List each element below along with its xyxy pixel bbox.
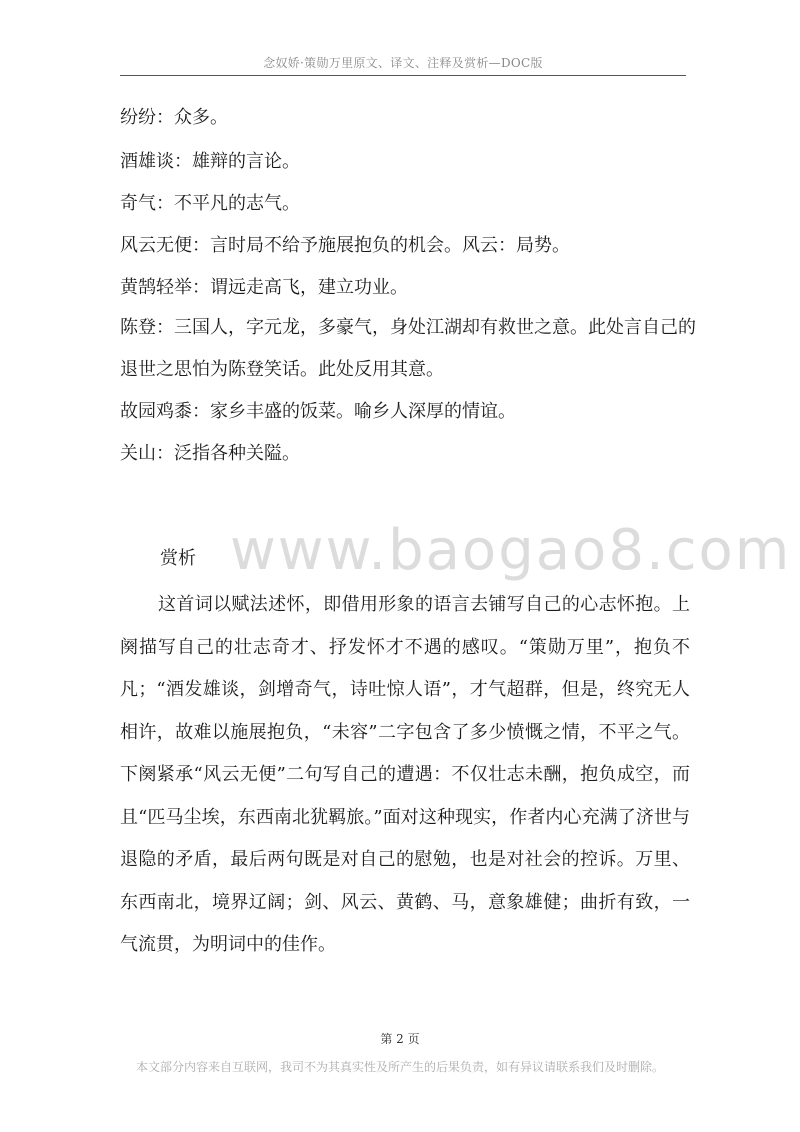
gloss-qi-qi: 奇气：不平凡的志气。 bbox=[120, 193, 300, 214]
page-number: 第 2 页 bbox=[380, 1032, 420, 1046]
appreciation-paragraph: 这首词以赋法述怀，即借用形象的语言去铺写自己的心志怀抱。上阕描写自己的壮志奇才、抒发怀才不遇的感叹。“策勋万里”，抱负不凡；“酒发雄谈，剑增奇气，诗吐惊人语”，才气超群，但是，终究无人相许，故难以施展抱负，“未容”二字包含了多少愤慨之情，不平之气。下阕紧承“风云无便”二句写自己的遭遇：不仅壮志未酬，抱负成空，而且“匹马尘埃，东西南北犹羁旅。”面对这种现实，作者内心充满了济世与退隐的矛盾，最后两句既是对自己的慰勉，也是对社会的控诉。万里、东西南北，境界辽阔；剑、风云、黄鹤、马，意象雄健；曲折有致，一气流贯，为明词中的佳作。 bbox=[120, 594, 690, 955]
section-title: 赏析 bbox=[160, 548, 196, 569]
gloss-fenfen: 纷纷：众多。 bbox=[120, 107, 228, 128]
gloss-guan-shan: 关山：泛指各种关隘。 bbox=[120, 443, 300, 464]
gloss-gu-yuan-ji-shu: 故园鸡黍：家乡丰盛的饭菜。喻乡人深厚的情谊。 bbox=[120, 401, 516, 422]
footer-disclaimer: 本文部分内容来自互联网，我司不为其真实性及所产生的后果负责，如有异议请联系我们及时删除。 bbox=[135, 1060, 664, 1074]
gloss-huang-hu-qing-ju: 黄鹄轻举：谓远走高飞，建立功业。 bbox=[120, 277, 408, 298]
gloss-feng-yun-wu-bian: 风云无便：言时局不给予施展抱负的机会。风云：局势。 bbox=[120, 235, 570, 256]
page-header: 念奴娇·策勋万里原文、译文、注释及赏析—DOC版 bbox=[263, 56, 543, 70]
gloss-jiu-xiong-tan: 酒雄谈：雄辩的言论。 bbox=[120, 151, 300, 172]
watermark-text: www.baogao8.com bbox=[230, 518, 792, 583]
gloss-chen-deng: 陈登：三国人，字元龙，多豪气，身处江湖却有救世之意。此处言自己的退世之思怕为陈登笑话。此处反用其意。 bbox=[120, 317, 696, 380]
header-divider bbox=[120, 75, 686, 76]
